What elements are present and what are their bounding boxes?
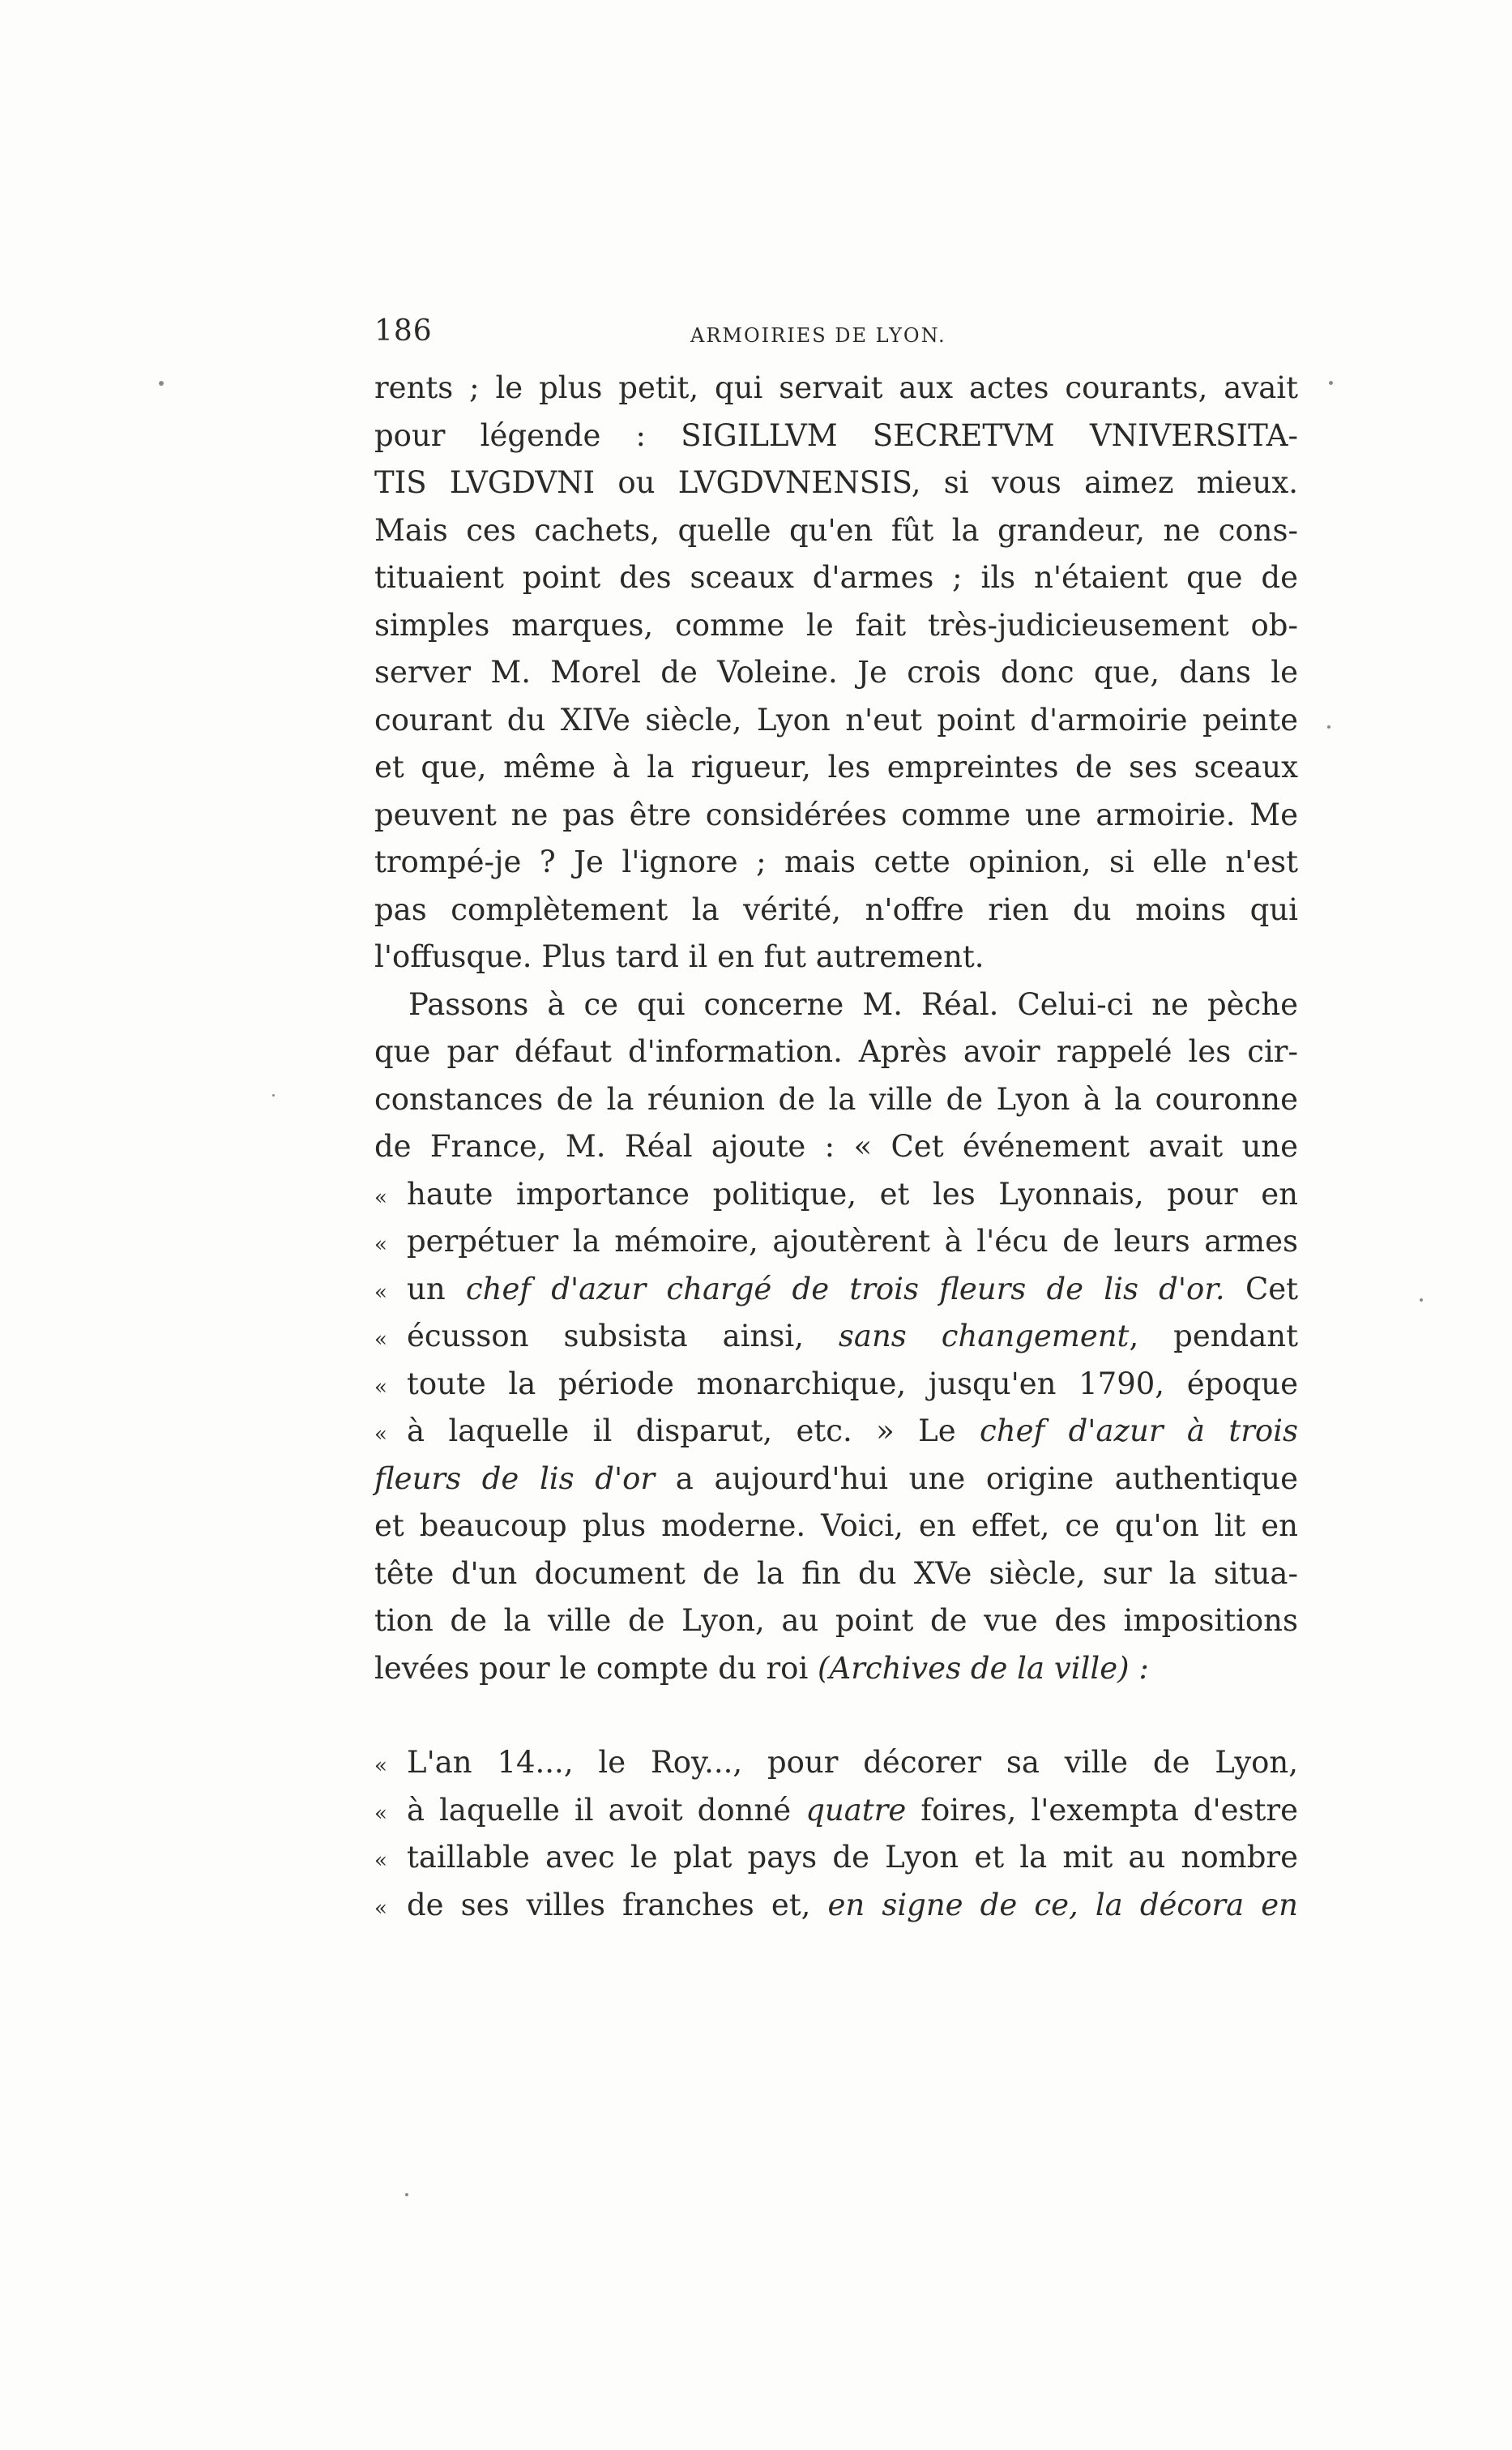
text-line: « haute importance politique, et les Lyonnais, pour en — [374, 1171, 1298, 1219]
text-line: rents ; le plus petit, qui servait aux actes courants, avait — [374, 370, 1298, 405]
quote-mark: « — [374, 1375, 387, 1400]
text-line: TIS LVGDVNI ou LVGDVNENSIS, si vous aimez mieux. — [374, 465, 1298, 500]
quote-line: « de ses villes franches et, en signe de ce, la décora en — [374, 1882, 1298, 1930]
text-line: « à laquelle il disparut, etc. » Le chef d'azur à trois — [374, 1408, 1298, 1456]
quote-mark: « — [374, 1896, 387, 1921]
text-line: Passons à ce qui concerne M. Réal. Celui-ci ne pèche — [408, 986, 1298, 1022]
paper-speck — [1327, 725, 1330, 729]
quote-mark: « — [374, 1849, 387, 1873]
text-line: « perpétuer la mémoire, ajoutèrent à l'écu de leurs armes — [374, 1218, 1298, 1266]
running-title: ARMOIRIES DE LYON. — [690, 324, 946, 347]
text-line: pas complètement la vérité, n'offre rien du moins qui — [374, 891, 1298, 927]
text-line: courant du XIVe siècle, Lyon n'eut point d'armoirie peinte — [374, 702, 1298, 738]
text-line: et beaucoup plus moderne. Voici, en effet, ce qu'on lit en — [374, 1508, 1298, 1543]
text-line: trompé-je ? Je l'ignore ; mais cette opinion, si elle n'est — [374, 844, 1298, 879]
quoted-document — [374, 1739, 1298, 1929]
text-line: « toute la période monarchique, jusqu'en 1790, époque — [374, 1361, 1298, 1409]
text-line: peuvent ne pas être considérées comme une armoirie. Me — [374, 797, 1298, 832]
text-line: « écusson subsista ainsi, sans changement, pendant — [374, 1313, 1298, 1361]
quote-mark: « — [374, 1280, 387, 1305]
paper-speck — [405, 2193, 408, 2196]
quote-mark: « — [374, 1233, 387, 1257]
page-number: 186 — [374, 314, 433, 348]
running-head — [374, 314, 1298, 355]
text-line: tion de la ville de Lyon, au point de vue des impositions — [374, 1603, 1298, 1638]
text-line: et que, même à la rigueur, les empreintes de ses sceaux — [374, 750, 1298, 785]
text-line: de France, M. Réal ajoute : « Cet événement avait une — [374, 1129, 1298, 1164]
text-line: Mais ces cachets, quelle qu'en fût la grandeur, ne cons- — [374, 512, 1298, 548]
quote-mark: « — [374, 1801, 387, 1826]
paper-speck — [272, 1094, 275, 1097]
text-line: l'offusque. Plus tard il en fut autrement. — [374, 939, 985, 974]
quote-line: « L'an 14..., le Roy..., pour décorer sa ville de Lyon, — [374, 1739, 1298, 1787]
quote-line: « taillable avec le plat pays de Lyon et la mit au nombre — [374, 1834, 1298, 1882]
text-line: tête d'un document de la fin du XVe siècle, sur la situa- — [374, 1555, 1298, 1591]
text-line: levées pour le compte du roi (Archives de la ville) : — [374, 1650, 1149, 1686]
text-line: tituaient point des sceaux d'armes ; ils n'étaient que de — [374, 560, 1298, 595]
text-line: que par défaut d'information. Après avoir rappelé les cir- — [374, 1034, 1298, 1069]
text-line: constances de la réunion de la ville de Lyon à la couronne — [374, 1081, 1298, 1117]
quote-line: « à laquelle il avoit donné quatre foires, l'exempta d'estre — [374, 1787, 1298, 1835]
quote-mark: « — [374, 1422, 387, 1447]
text-line: « un chef d'azur chargé de trois fleurs de lis d'or. Cet — [374, 1266, 1298, 1314]
text-line: server M. Morel de Voleine. Je crois donc que, dans le — [374, 655, 1298, 690]
main-text — [374, 365, 1298, 1692]
quote-mark: « — [374, 1328, 387, 1352]
text-line: fleurs de lis d'or a aujourd'hui une origine authentique — [374, 1460, 1298, 1496]
text-line: pour légende : SIGILLVM SECRETVM VNIVERSITA- — [374, 417, 1298, 453]
paper-speck — [159, 381, 164, 386]
text-line: simples marques, comme le fait très-judicieusement ob- — [374, 607, 1298, 643]
paper-speck — [1420, 1298, 1423, 1302]
quote-mark: « — [374, 1185, 387, 1210]
paper-speck — [1329, 381, 1333, 385]
quote-mark: « — [374, 1754, 387, 1778]
